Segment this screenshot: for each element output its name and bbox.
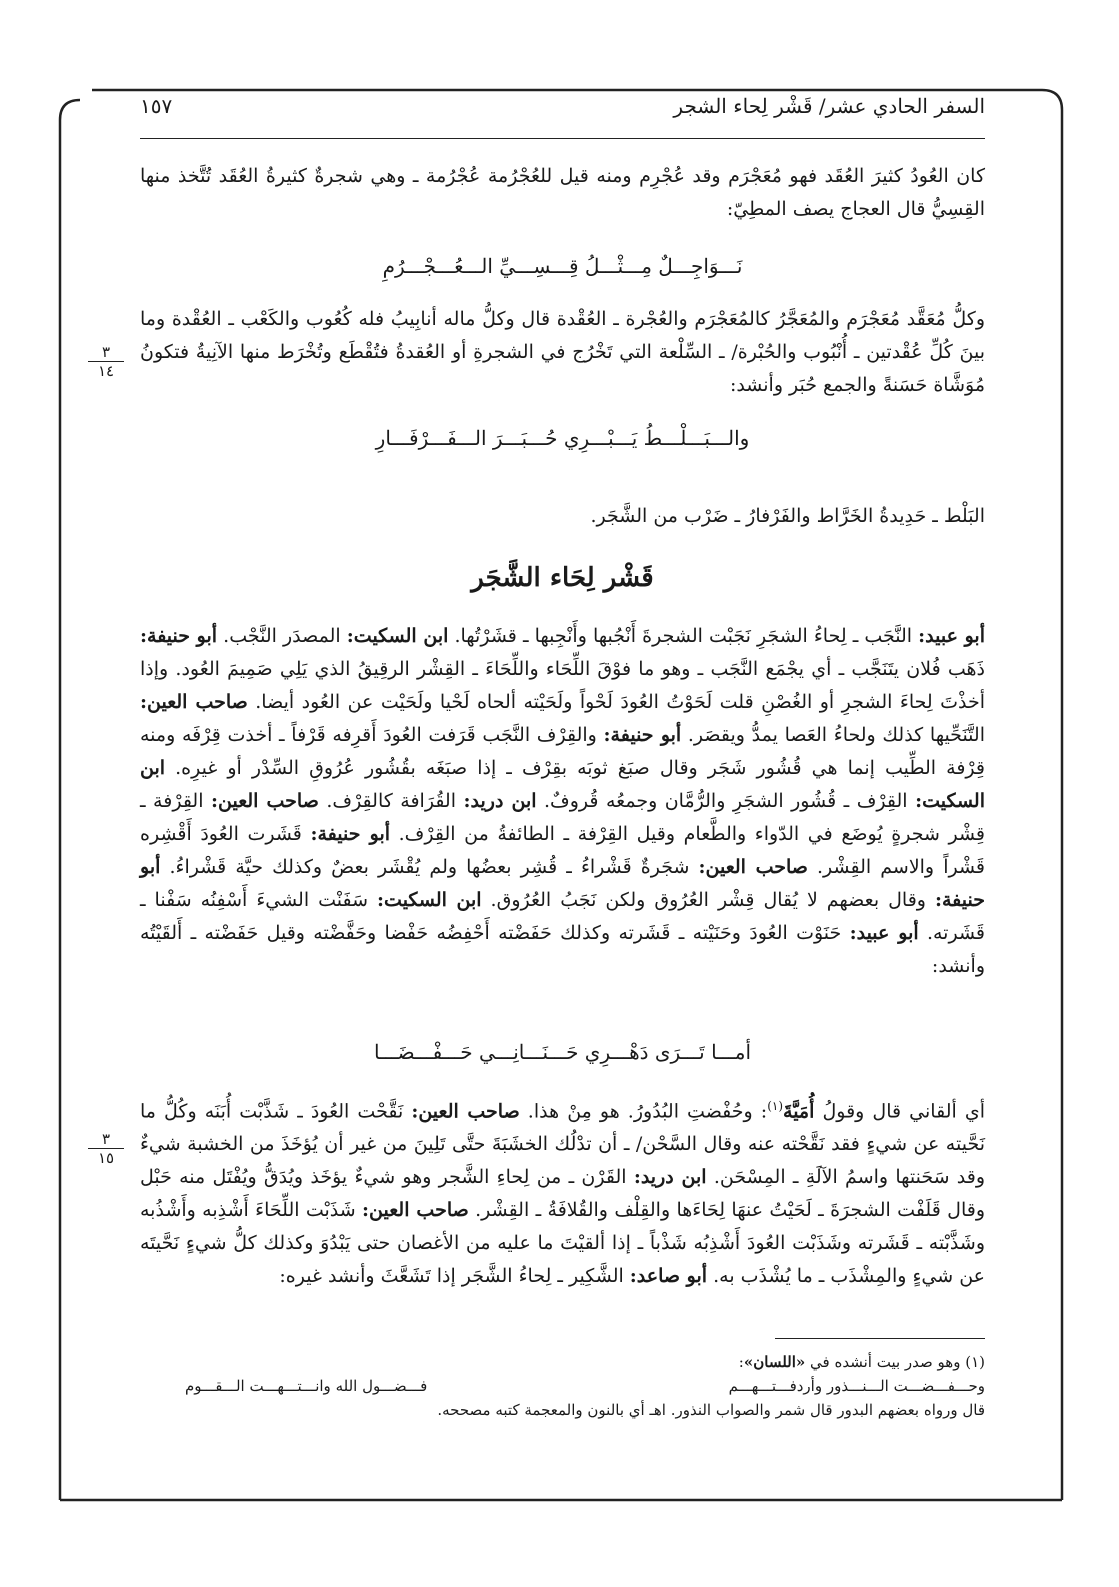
speaker: صاحب العين: bbox=[140, 691, 248, 713]
header-rule bbox=[140, 138, 985, 139]
footnote-1: (١) وهو صدر بيت أنشده في «اللسان»: bbox=[738, 1353, 985, 1371]
speaker: أبو حنيفة: bbox=[603, 724, 682, 746]
speaker: ابن السكيت: bbox=[140, 757, 985, 812]
footnote-reference: (١) bbox=[767, 1099, 784, 1113]
footnote-rule bbox=[775, 1338, 985, 1339]
footnote-poem bbox=[185, 1374, 985, 1398]
speaker: أبو عبيد: bbox=[918, 625, 986, 647]
margin-reference-1: ٣ ١٤ bbox=[88, 343, 124, 380]
paragraph-3: البَلْط ـ حَدِيدةُ الخَرَّاط والفَرْفارُ ـ ضَرْب من الشَّجَر. bbox=[590, 505, 985, 527]
speaker: صاحب العين: bbox=[411, 1100, 520, 1123]
speaker: صاحب العين: bbox=[211, 790, 319, 812]
speaker: صاحب العين: bbox=[362, 1199, 469, 1222]
poem-hemistich-left: فـــضـــول الله وانـــتـــهـــت الـــقـــوم bbox=[185, 1377, 428, 1395]
section-title: قَشْر لِحَاء الشَّجَر bbox=[471, 563, 654, 593]
footnotes bbox=[160, 1350, 985, 1422]
speaker: ابن دريد: bbox=[633, 1166, 707, 1189]
poem-hemistich-right: وحـــفـــضـــت الـــنـــذور وأردفـــتـــهـــم bbox=[728, 1377, 985, 1395]
speaker: ابن دريد: bbox=[463, 790, 537, 812]
speaker: أبو صاعد: bbox=[629, 1265, 708, 1288]
verse-3: أمـــا تَـــرَى دَهْـــرِي حَـــنَـــانِـــي حَـــفْـــضَـــا bbox=[373, 1040, 752, 1064]
page-header bbox=[140, 92, 985, 124]
verse-1: نَـــوَاجِـــلٌ مِـــثْـــلُ قِـــسِـــيِّ الـــعُـــجْـــرُمِ bbox=[382, 254, 743, 278]
speaker: أبو حنيفة: bbox=[310, 823, 391, 845]
running-title: السفر الحادي عشر/ قَشْر لِحاء الشجر bbox=[673, 94, 985, 118]
speaker: ابن السكيت: bbox=[346, 625, 449, 647]
speaker: أبو حنيفة: bbox=[140, 856, 985, 911]
speaker: صاحب العين: bbox=[698, 856, 808, 878]
paragraph-2: وكلُّ مُعَقَّد مُعَجْرَم والمُعَجَّرُ كالمُعَجْرَم والعُجْرة ـ العُقْدة قال وكلُّ ماله أنابِيبُ فله كُعُوب والكَعْب ـ العُقْدة وما بينَ كُلِّ عُقْدتين ـ أُنْبُوب والحُبْرة/ ـ السِّلْعة التي تَخْرُج في الشجرةِ أو العُقدةُ فتُقْطَع وتُخْرَط منها الآنِيةُ فتكونُ مُوَشَّاة حَسَنةً والجمع حُبَر وأنشد: bbox=[140, 308, 985, 396]
speaker: ابن السكيت: bbox=[377, 889, 482, 911]
speaker: أبو حنيفة: bbox=[140, 625, 218, 647]
page-number: ١٥٧ bbox=[140, 94, 173, 118]
speaker: أبو عبيد: bbox=[849, 922, 919, 944]
verse-2: والـــبَـــلْـــطُ يَـــبْـــرِي حُـــبَـــرَ الـــفَـــرْفَـــارِ bbox=[375, 426, 750, 450]
section-body: أبو عبيد: النَّجَب ـ لِحاءُ الشجَرِ نَجَبْت الشجرةَ أَنْجُبها وأَنْجِبها ـ قشَرْتُها. ابن السكيت: المصدَر النَّجْب. أبو حنيفة: ذَهَب فُلان يتَنَجَّب ـ أي يجْمَع النَّجَب ـ وهو ما فوْقَ اللِّحَاء واللِّحَاءَ ـ القِشْر الرقِيقُ الذي يَلِي صَمِيمَ العُود. وإذا أخذْتَ لِحاءَ الشجرِ أو الغُصْنِ قلت لَحَوْتُ العُودَ لَحْواً ولَحَيْته ألحاه لَحْيا ولَحَيْت عن العُود أيضا. صاحب العين: التَّنَحِّيها كذلك ولحاءُ العَصا يمدُّ ويقصَر. أبو حنيفة: والقِرْف النَّجَب قَرَفت العُودَ أَقرِفه قَرْفاً ـ أخذت قِرْفَه ومنه قِرْفة الطِّيب إنما هي قُشُور شَجَر وقال صبَغ ثوبَه بقِرْف ـ إذا صبَغَه بقُشُور عُرُوقِ السِّدْر أو غيرِه. ابن السكيت: القِرْف ـ قُشُور الشجَرِ والرُّمَّان وجمعُه قُروفٌ. ابن دريد: القُرَافة كالقِرْف. صاحب العين: القِرْفة ـ قِشْر شجرةٍ يُوضَع في الدّواء والطَّعام وقيل القِرْفة ـ الطائفةُ من القِرْف. أبو حنيفة: قَشَرت العُودَ أَقْشِره قَشْراً والاسم القِشْر. صاحب العين: شجَرةٌ قَشْراءُ ـ قُشِر بعضُها ولم يُقْشَر بعضٌ وكذلك حيَّة قَشْراءُ. أبو حنيفة: وقال بعضهم لا يُقال قِشْر العُرُوق ولكن نَجَبُ العُرُوق. ابن السكيت: سَفَنْت الشيءَ أَسْفِنُه سَفْنا ـ قَشَرته. أبو عبيد: حَنَوْت العُودَ وحَنَيْته ـ قَشَرته وكذلك حَفَضْته أَحْفِضُه حَفْضا وحَفَّضْته وقيل حَفَضْته ـ أَلقَيْتُه وأنشد: bbox=[140, 625, 986, 977]
footnote-1-note: قال ورواه بعضهم البدور قال شمر والصواب النذور. اهـ أي بالنون والمعجمة كتبه مصححه. bbox=[437, 1401, 985, 1419]
paragraph-1: كان العُودُ كثيرَ العُقَد فهو مُعَجْرَم وقد عُجْرِم ومنه قيل للعُجْرُمة عُجْرُمة ـ وهي شجرةٌ كثيرةُ العُقَد تُتَّخذ منها القِسِيُّ قال العجاج يصف المطِيّ: bbox=[140, 165, 985, 220]
margin-reference-2: ٣ ١٥ bbox=[88, 1130, 124, 1167]
section-body-2: أي ألقاني قال وقولُ أُمَيَّةَ$^{(١)}$: وحُفْضتِ البُدُورُ. هو مِنْ هذا. صاحب العين: نَقَّحْت العُودَ ـ شَذَّبْت أُبَنَه وكُلُّ ما نَحَّيته عن شيءٍ فقد نَقَّحْته عنه وقال السَّحْن/ ـ أن تدْلُك الخشَبَةَ حتَّى تَلِينَ من غير أن يُؤخَذَ من الخشبة شيءٌ وقد سَحَنتها واسمُ الآلَةِ ـ المِسْحَن. ابن دريد: القَرْن ـ من لِحاءِ الشَّجر وهو شيءٌ يؤخَذ ويُدَقُّ ويُفْتَل منه حَبْل وقال قَلَفْت الشجرَةَ ـ لَحَيْتُ عنهَا لِحَاءَها والقِلْف والقُلافَةُ ـ القِشْر. صاحب العين: شَذَبْت اللِّحَاءَ أَشْذِبه وأَشْذُبه وشَذَّبْته ـ قَشَرته وشَذَبْت العُودَ أَشْذِبُه شَذْباً ـ إذا ألقيْتَ ما عليه من الأغصان حتى يَبْدُوَ وكذلك كلُّ شيءٍ نَحَّيتَه عن شيءٍ والمِشْذَب ـ ما يُشْذَب به. أبو صاعد: الشَّكِير ـ لِحاءُ الشَّجَر إذا تَشَعَّثَ وأنشد غيره: bbox=[140, 1099, 986, 1288]
